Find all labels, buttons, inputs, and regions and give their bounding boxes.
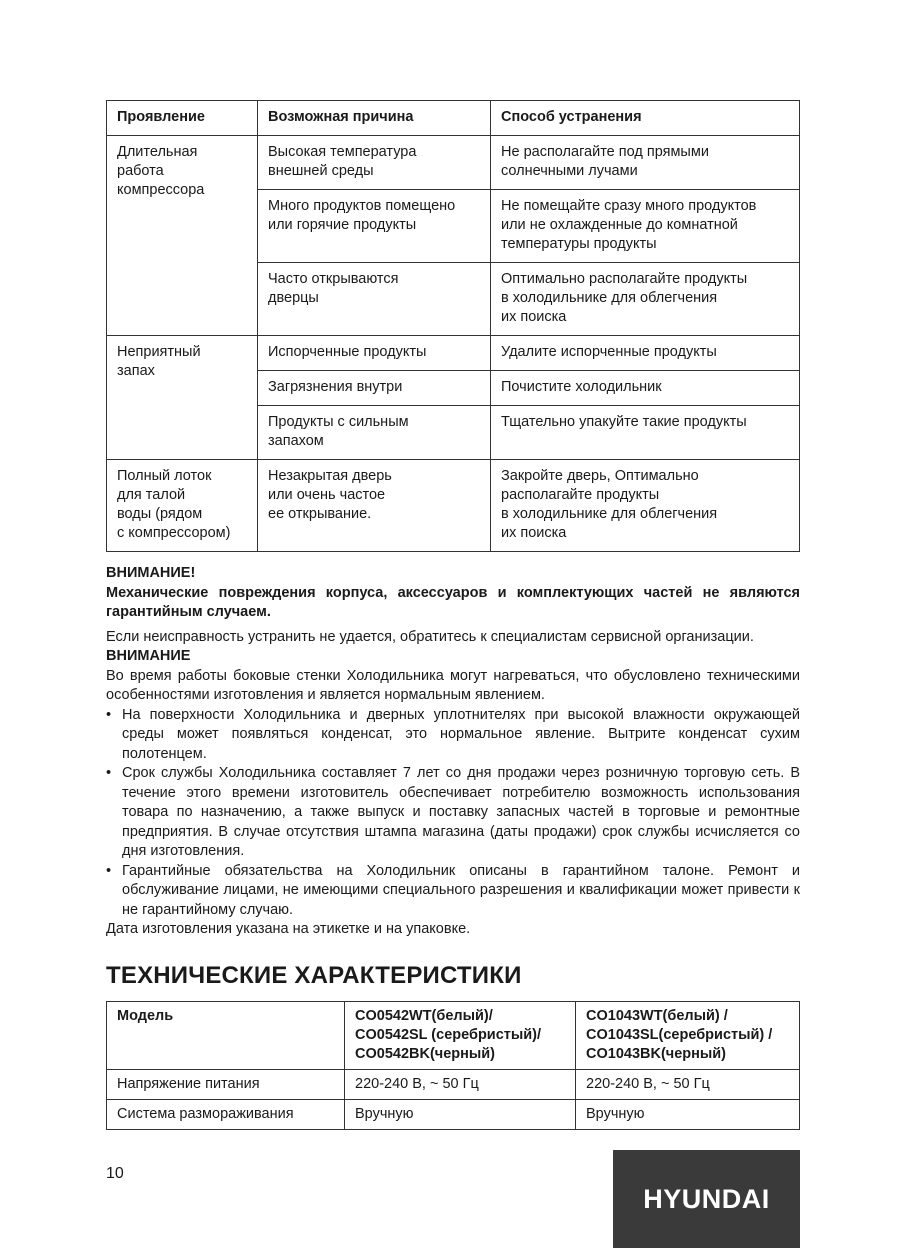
specs-table — [106, 1001, 800, 1130]
cause-cell: Незакрытая дверь или очень частое ее открывание. — [258, 460, 491, 552]
cause-cell: Испорченные продукты — [258, 336, 491, 371]
spec-value: 220-240 В, ~ 50 Гц — [576, 1069, 800, 1099]
fix-cell: Удалите испорченные продукты — [491, 336, 800, 371]
attention-heading: ВНИМАНИЕ! — [106, 565, 196, 581]
cause-cell: Много продуктов помещено или горячие продукты — [258, 190, 491, 263]
spec-label-model: Модель — [107, 1001, 345, 1069]
table-row — [107, 1099, 800, 1129]
header-fix: Способ устранения — [491, 101, 800, 136]
fix-cell: Тщательно упакуйте такие продукты — [491, 406, 800, 460]
table-row — [107, 336, 800, 371]
fix-cell: Почистите холодильник — [491, 371, 800, 406]
brand-logo-text: HYUNDAI — [643, 1183, 770, 1214]
symptom-cell: Неприятный запах — [107, 336, 258, 460]
date-note: Дата изготовления указана на этикетке и на упаковке. — [106, 921, 471, 937]
service-note: Если неисправность устранить не удается, обратитесь к специалистам сервисной организации. — [106, 628, 754, 645]
header-cause: Возможная причина — [258, 101, 491, 136]
table-row — [107, 460, 800, 552]
notice-list — [106, 706, 800, 921]
cause-cell: Высокая температура внешней среды — [258, 136, 491, 190]
fix-cell: Не помещайте сразу много продуктов или не охлажденные до комнатной температуры продукты — [491, 190, 800, 263]
symptom-cell: Полный лоток для талой воды (рядом с компрессором) — [107, 460, 258, 552]
warranty-note: Механические повреждения корпуса, аксессуаров и комплектующих частей не являются гарантийным случаем. — [106, 584, 800, 620]
notice-section — [106, 564, 800, 940]
page-number: 10 — [106, 1165, 124, 1182]
table-row — [107, 1069, 800, 1099]
specs-title: ТЕХНИЧЕСКИЕ ХАРАКТЕРИСТИКИ — [106, 961, 522, 989]
cause-cell: Загрязнения внутри — [258, 371, 491, 406]
list-item: • Срок службы Холодильника составляет 7 лет со дня продажи через розничную торговую сеть. В течение этого времени изготовитель обеспечивает потребителю возможность использования товара по назначению, а также выпуск и поставку запасных частей в торговые и ремонтные предприятия. В случае отсутствия штампа магазина (даты продажи) срок службы исчисляется со дня изготовления. — [106, 764, 800, 862]
spec-label: Система размораживания — [107, 1099, 345, 1129]
spec-value: Вручную — [345, 1099, 576, 1129]
fix-cell: Не располагайте под прямыми солнечными лучами — [491, 136, 800, 190]
fix-cell: Оптимально располагайте продукты в холодильнике для облегчения их поиска — [491, 263, 800, 336]
table-row — [107, 136, 800, 190]
spec-model-2: CO1043WT(белый) / CO1043SL(серебристый) / CO1043BK(черный) — [576, 1001, 800, 1069]
symptom-cell: Длительная работа компрессора — [107, 136, 258, 336]
table-row — [107, 1001, 800, 1069]
spec-label: Напряжение питания — [107, 1069, 345, 1099]
header-symptom: Проявление — [107, 101, 258, 136]
list-item: • На поверхности Холодильника и дверных уплотнителях при высокой влажности окружающей среды может появляться конденсат, это нормальное явление. Вытрите конденсат сухим полотенцем. — [106, 706, 800, 765]
table-header-row — [107, 101, 800, 136]
cause-cell: Часто открываются дверцы — [258, 263, 491, 336]
brand-logo — [613, 1150, 800, 1248]
spec-value: Вручную — [576, 1099, 800, 1129]
fix-cell: Закройте дверь, Оптимально располагайте продукты в холодильнике для облегчения их поиска — [491, 460, 800, 552]
list-item: • Гарантийные обязательства на Холодильник описаны в гарантийном талоне. Ремонт и обслуживание лицами, не имеющими специального разрешения и квалификации может привести к не гарантийному случаю. — [106, 862, 800, 921]
spec-value: 220-240 В, ~ 50 Гц — [345, 1069, 576, 1099]
cause-cell: Продукты с сильным запахом — [258, 406, 491, 460]
troubleshooting-table — [106, 100, 800, 552]
walls-note: Во время работы боковые стенки Холодильника могут нагреваться, что обусловлено техническими особенностями изготовления и является нормальным явлением. — [106, 667, 800, 703]
attention-heading-2: ВНИМАНИЕ — [106, 648, 191, 664]
spec-model-1: CO0542WT(белый)/ CO0542SL (серебристый)/ CO0542BK(черный) — [345, 1001, 576, 1069]
page-content — [106, 100, 800, 1130]
